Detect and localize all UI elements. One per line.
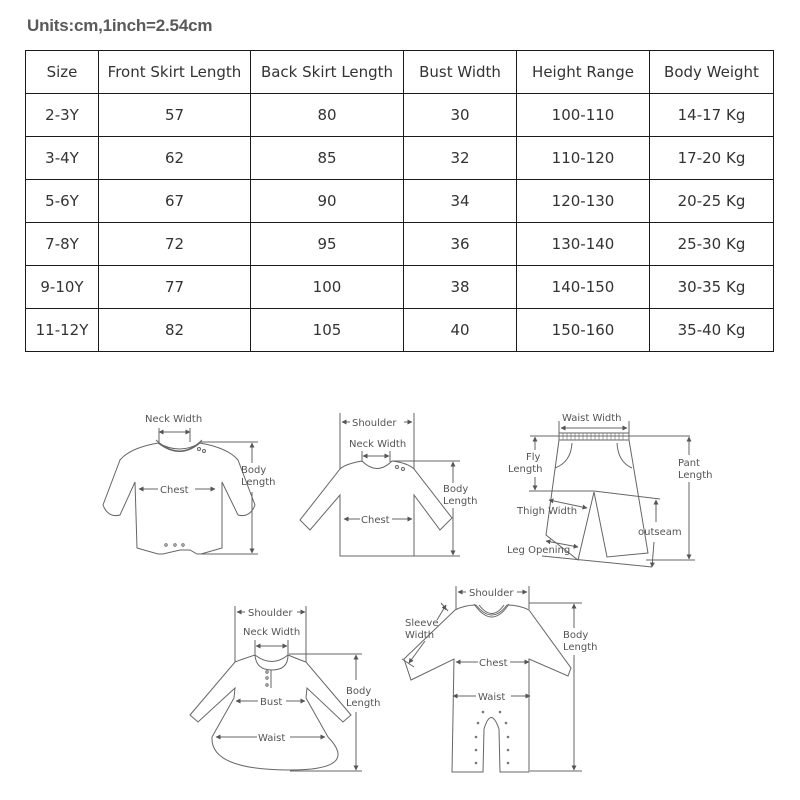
cell-front-skirt-length: 82 [99, 309, 251, 352]
label-shoulder: Shoulder [469, 588, 514, 599]
header-size: Size [26, 51, 99, 94]
header-front-skirt-length: Front Skirt Length [99, 51, 251, 94]
units-note: Units:cm,1inch=2.54cm [27, 16, 213, 35]
header-body-weight: Body Weight [650, 51, 774, 94]
label-waist: Waist [258, 733, 286, 744]
cell-size: 2-3Y [26, 94, 99, 137]
shirt-diagram [300, 413, 460, 556]
cell-height-range: 130-140 [517, 223, 650, 266]
label-length: Length [563, 642, 598, 653]
cell-back-skirt-length: 105 [251, 309, 404, 352]
cell-body-weight: 17-20 Kg [650, 137, 774, 180]
label-leg-opening: Leg Opening [507, 545, 571, 556]
label-neck-width: Neck Width [349, 439, 407, 450]
cell-height-range: 140-150 [517, 266, 650, 309]
cell-front-skirt-length: 67 [99, 180, 251, 223]
header-back-skirt-length: Back Skirt Length [251, 51, 404, 94]
label-shoulder: Shoulder [352, 418, 397, 429]
cell-size: 5-6Y [26, 180, 99, 223]
label-chest: Chest [361, 515, 390, 526]
cell-bust-width: 30 [404, 94, 517, 137]
label-chest: Chest [160, 485, 189, 496]
label-body: Body [241, 465, 267, 476]
cell-height-range: 110-120 [517, 137, 650, 180]
label-bust: Bust [260, 697, 283, 708]
cell-back-skirt-length: 90 [251, 180, 404, 223]
cell-front-skirt-length: 57 [99, 94, 251, 137]
label-length: Length [443, 496, 478, 507]
romper-diagram [402, 586, 582, 772]
cell-front-skirt-length: 62 [99, 137, 251, 180]
label-neck-width: Neck Width [145, 414, 203, 425]
label-sleeve: Sleeve [405, 618, 439, 629]
label-length: Length [346, 698, 381, 709]
cell-body-weight: 30-35 Kg [650, 266, 774, 309]
header-height-range: Height Range [517, 51, 650, 94]
header-bust-width: Bust Width [404, 51, 517, 94]
label-shoulder: Shoulder [248, 608, 293, 619]
label-fly: Fly [526, 452, 541, 463]
label-waist-width: Waist Width [562, 413, 622, 424]
cell-height-range: 100-110 [517, 94, 650, 137]
label-pant-length: Length [678, 470, 713, 481]
label-chest: Chest [479, 658, 508, 669]
label-body: Body [563, 630, 589, 641]
label-pant: Pant [678, 458, 700, 469]
cell-bust-width: 34 [404, 180, 517, 223]
cell-body-weight: 14-17 Kg [650, 94, 774, 137]
label-sleeve-width: Width [405, 630, 435, 641]
cell-back-skirt-length: 95 [251, 223, 404, 266]
label-waist: Waist [478, 692, 506, 703]
label-length: Length [241, 477, 276, 488]
cell-bust-width: 40 [404, 309, 517, 352]
cell-back-skirt-length: 85 [251, 137, 404, 180]
cell-bust-width: 38 [404, 266, 517, 309]
label-body: Body [346, 686, 372, 697]
label-fly-length: Length [508, 464, 543, 475]
cell-back-skirt-length: 100 [251, 266, 404, 309]
cell-front-skirt-length: 72 [99, 223, 251, 266]
cell-size: 7-8Y [26, 223, 99, 266]
cell-size: 9-10Y [26, 266, 99, 309]
cell-size: 3-4Y [26, 137, 99, 180]
cell-bust-width: 36 [404, 223, 517, 266]
cell-size: 11-12Y [26, 309, 99, 352]
cell-back-skirt-length: 80 [251, 94, 404, 137]
cell-bust-width: 32 [404, 137, 517, 180]
label-outseam: outseam [638, 527, 682, 538]
cell-front-skirt-length: 77 [99, 266, 251, 309]
cell-height-range: 150-160 [517, 309, 650, 352]
cell-body-weight: 25-30 Kg [650, 223, 774, 266]
cell-body-weight: 20-25 Kg [650, 180, 774, 223]
cell-height-range: 120-130 [517, 180, 650, 223]
label-thigh-width: Thigh Width [517, 506, 578, 517]
cell-body-weight: 35-40 Kg [650, 309, 774, 352]
label-neck-width: Neck Width [243, 627, 301, 638]
label-body: Body [443, 484, 469, 495]
